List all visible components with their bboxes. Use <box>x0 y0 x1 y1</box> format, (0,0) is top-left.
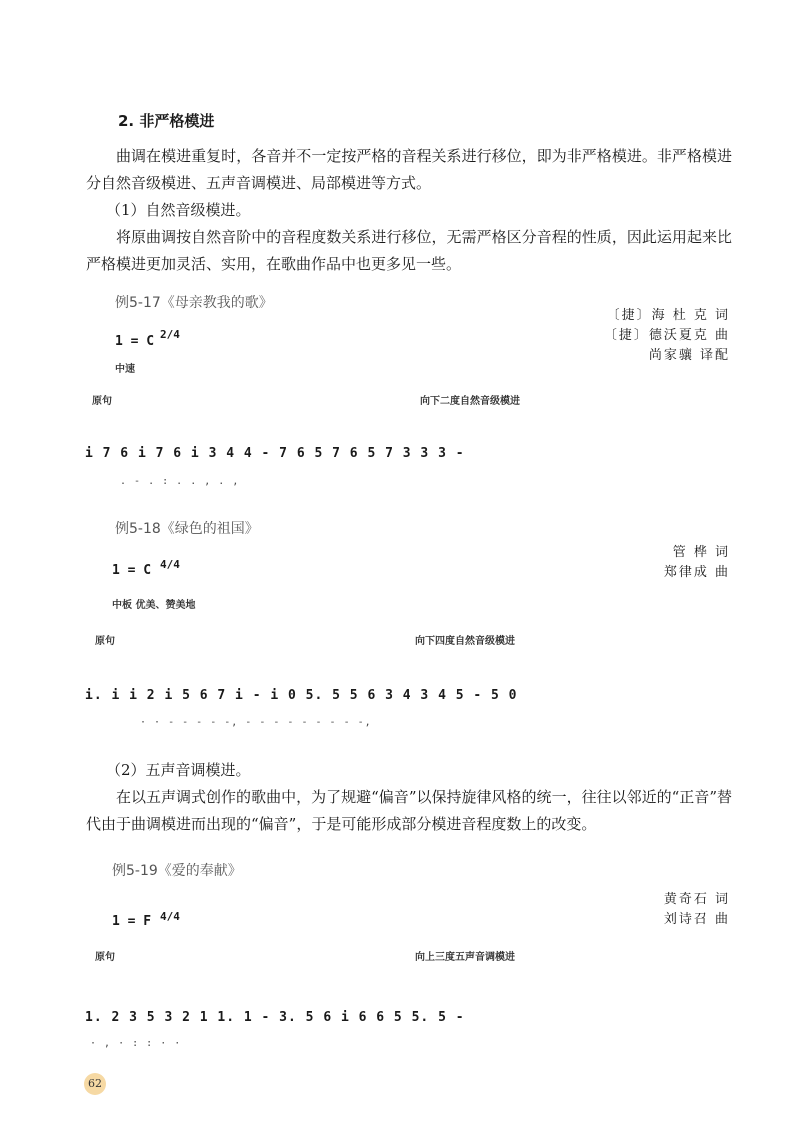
key-signature: 1 = C <box>115 334 155 349</box>
paragraph-subheading-1: （1）自然音级模进。 <box>106 201 251 219</box>
paragraph-natural-scale: 将原曲调按自然音阶中的音程度数关系进行移位，无需严格区分音程的性质，因此运用起来比严格模进更加灵活、实用，在歌曲作品中也更多见一些。 <box>86 228 732 273</box>
credit-composer: 〔捷〕德沃夏克 曲 <box>603 328 730 343</box>
credit-lyricist: 黄奇石 词 <box>663 892 730 907</box>
phrase-label-original: 原句 <box>95 636 115 647</box>
credit-translator: 尚家骧 译配 <box>648 348 730 363</box>
score-notes: i. i i 2 i 5 6 7 i - i 0 5. 5 5 6 3 4 3 4 5 - 5 0 <box>85 688 518 703</box>
score-notes: i 7 6 i 7 6 i 3 4 4 - 7 6 5 7 6 5 7 3 3 3 - <box>85 446 465 461</box>
paragraph-pentatonic: 在以五声调式创作的歌曲中，为了规避“偏音”以保持旋律风格的统一，往往以邻近的“正音”替代由于曲调模进而出现的“偏音”，于是可能形成部分模进音程度数上的改变。 <box>86 788 732 833</box>
paragraph-subheading-2: （2）五声音调模进。 <box>106 761 251 779</box>
phrase-label-original: 原句 <box>95 952 115 963</box>
phrase-label-sequence: 向上三度五声音调模进 <box>415 952 515 963</box>
credit-lyricist: 管 桦 词 <box>672 545 730 560</box>
example-label: 例5-19《爱的奉献》 <box>112 863 242 879</box>
score-dots: · · - - - - -, - - - - - - - - -, <box>140 717 372 728</box>
score-dots: · , · : : · · <box>90 1038 182 1049</box>
page-number: 62 <box>84 1073 106 1095</box>
phrase-label-original: 原句 <box>92 396 112 407</box>
key-signature: 1 = F <box>112 914 152 929</box>
time-signature: 2/4 <box>160 328 180 341</box>
phrase-label-sequence: 向下二度自然音级模进 <box>420 396 520 407</box>
key-signature: 1 = C <box>112 563 152 578</box>
score-notes: 1. 2 3 5 3 2 1 1. 1 - 3. 5 6 i 6 6 5 5. 5 - <box>85 1010 465 1025</box>
score-dots: . - . : . . , . , <box>120 476 240 487</box>
credit-lyricist: 〔捷〕海 杜 克 词 <box>606 308 730 323</box>
paragraph-intro: 曲调在模进重复时，各音并不一定按严格的音程关系进行移位，即为非严格模进。非严格模进分自然音级模进、五声音调模进、局部模进等方式。 <box>86 147 732 192</box>
example-label: 例5-18《绿色的祖国》 <box>115 521 259 537</box>
time-signature: 4/4 <box>160 910 180 923</box>
section-heading: 2. 非严格模进 <box>118 112 215 130</box>
time-signature: 4/4 <box>160 558 180 571</box>
credit-composer: 刘诗召 曲 <box>663 912 730 927</box>
credit-composer: 郑律成 曲 <box>663 565 730 580</box>
tempo-marking: 中速 <box>115 364 135 375</box>
phrase-label-sequence: 向下四度自然音级模进 <box>415 636 515 647</box>
example-label: 例5-17《母亲教我的歌》 <box>115 295 273 311</box>
tempo-marking: 中板 优美、赞美地 <box>112 600 196 611</box>
